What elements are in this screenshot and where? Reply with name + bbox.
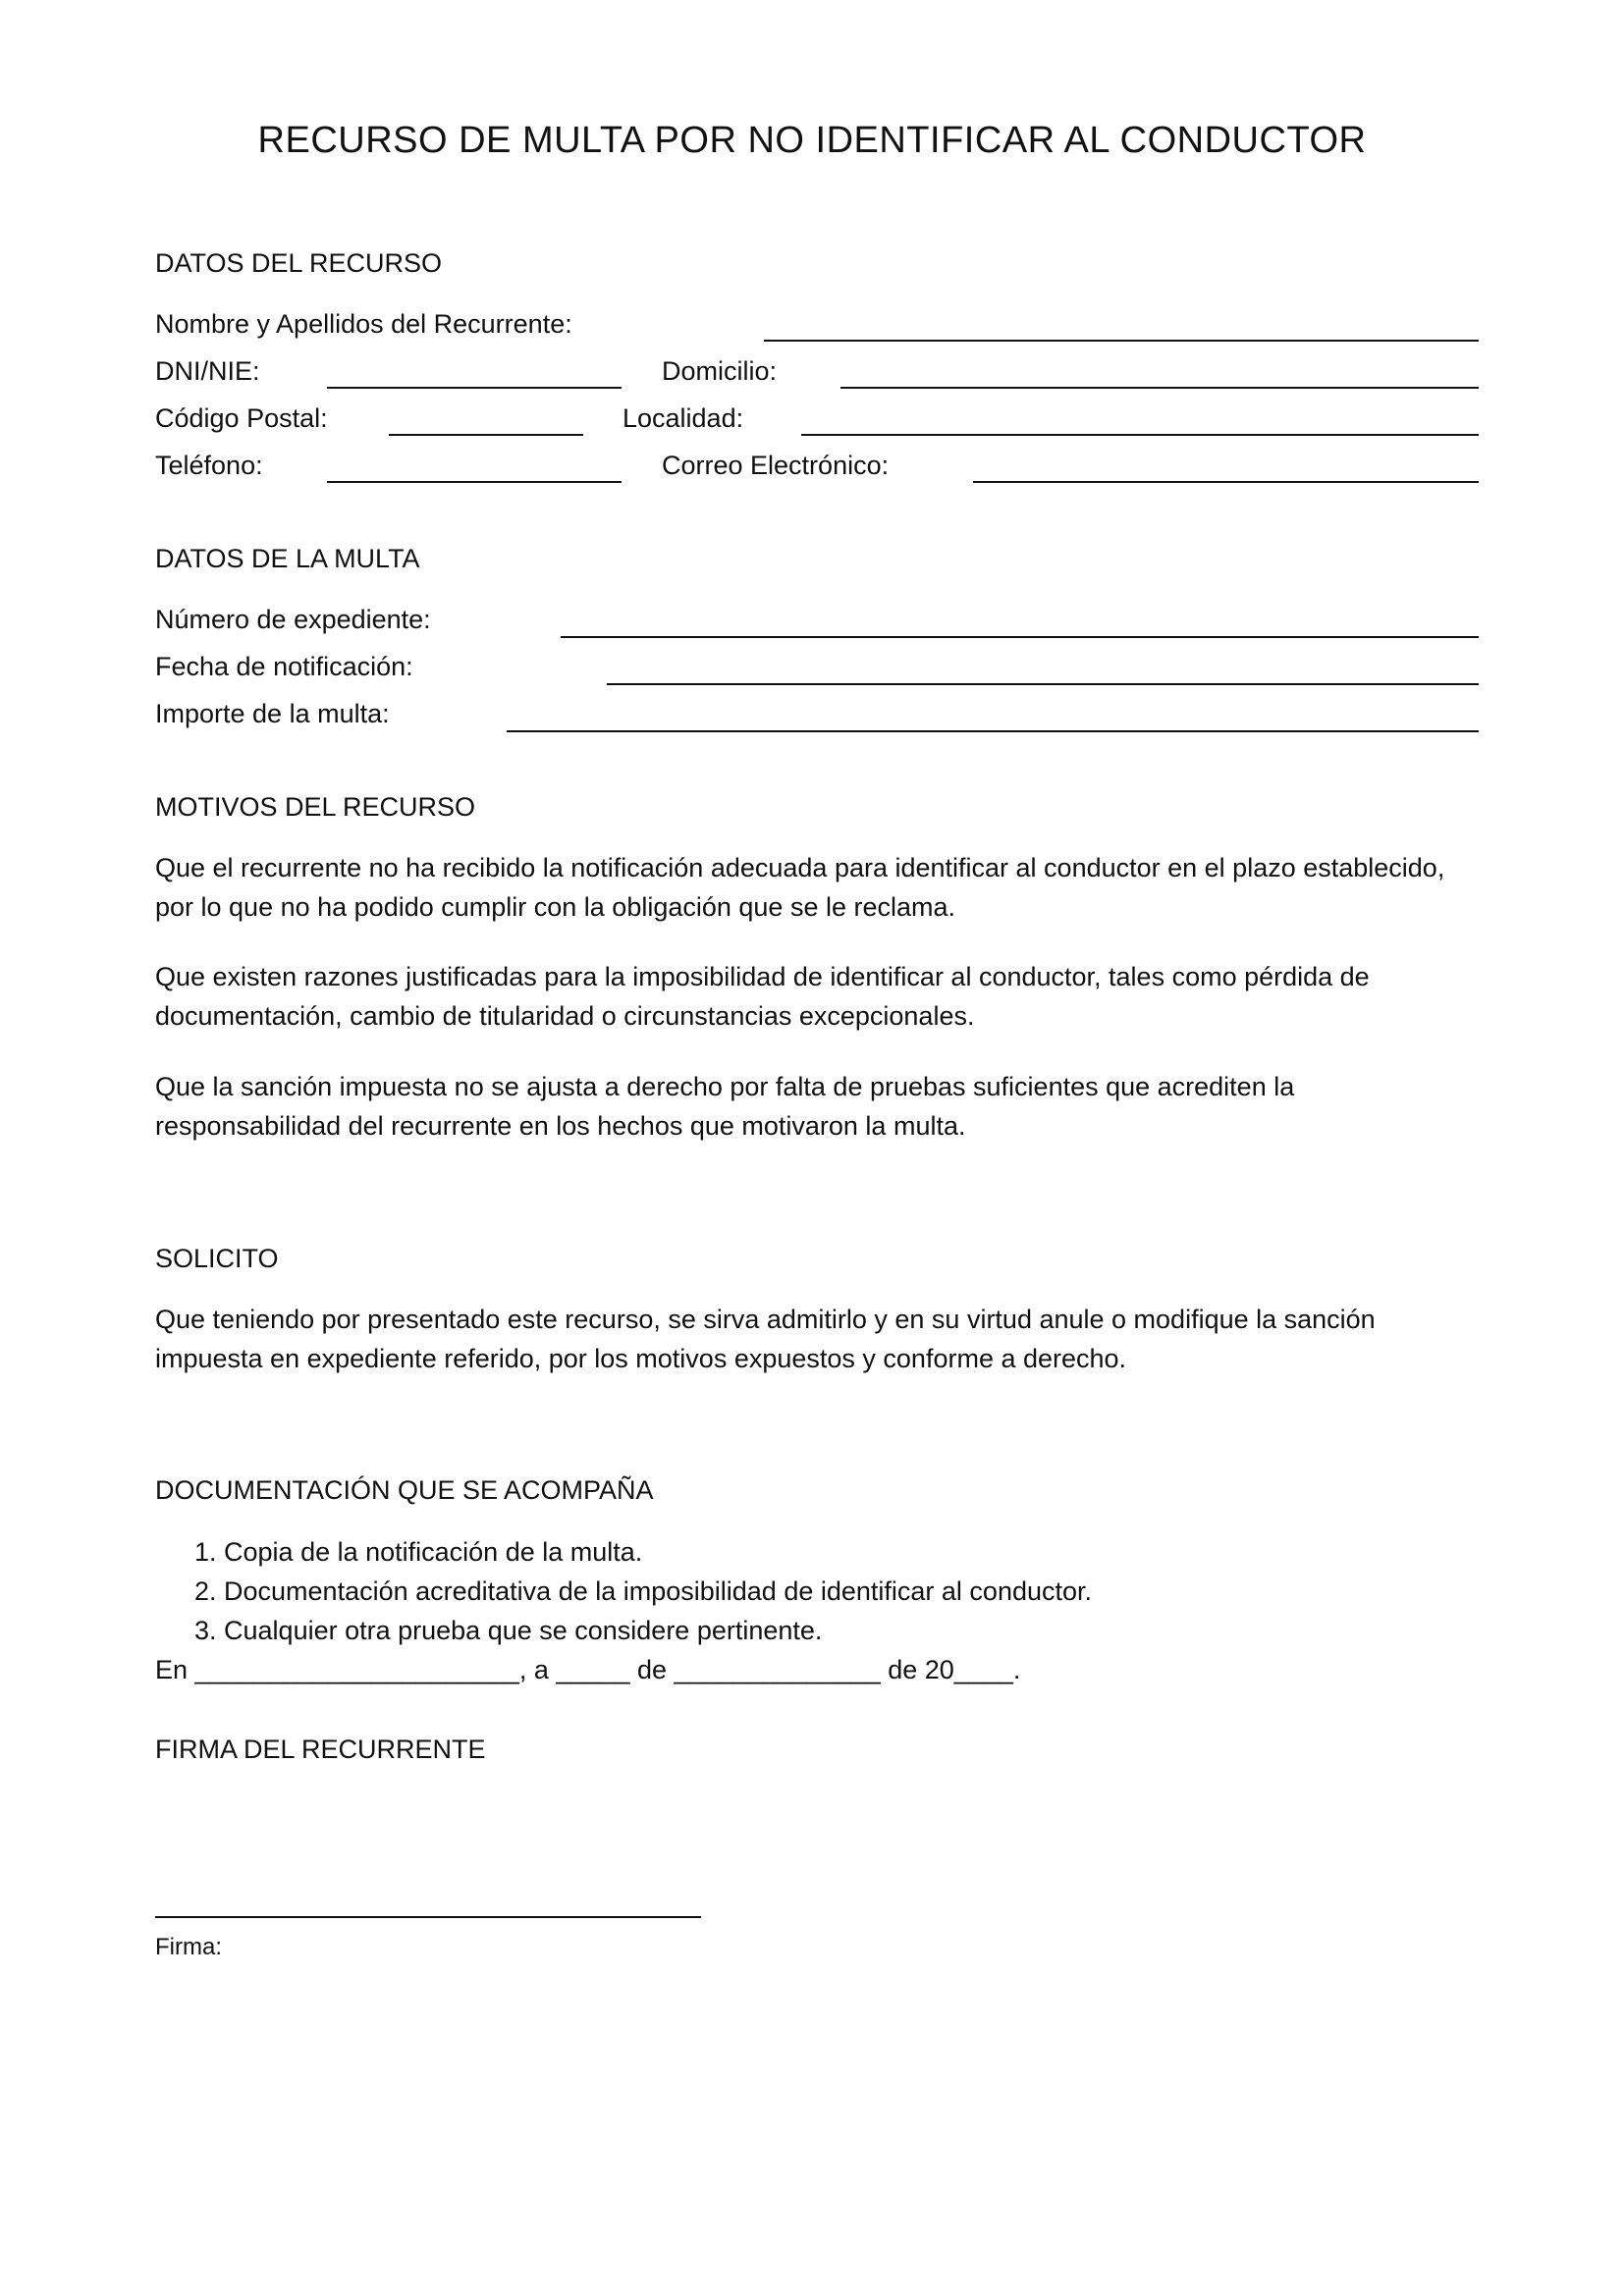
fecha-notificacion-field[interactable] (607, 683, 1479, 685)
list-item: 1. Copia de la notificación de la multa. (194, 1537, 643, 1567)
telefono-field[interactable] (327, 481, 622, 483)
motivo-paragraph: Que el recurrente no ha recibido la notificación adecuada para identificar al conductor en el plazo establecido, por lo que no ha podido cumplir con la obligación que se le reclama. (155, 853, 1445, 922)
document-title: RECURSO DE MULTA POR NO IDENTIFICAR AL CONDUCTOR (257, 120, 1367, 161)
expediente-label: Número de expediente: (155, 605, 431, 634)
firma-label: Firma: (155, 1934, 222, 1960)
section-heading-firma: FIRMA DEL RECURRENTE (155, 1735, 486, 1764)
expediente-field[interactable] (561, 636, 1479, 638)
localidad-field[interactable] (801, 434, 1479, 436)
localidad-label: Localidad: (623, 403, 744, 433)
section-heading-motivos: MOTIVOS DEL RECURSO (155, 792, 476, 822)
solicito-paragraph: Que teniendo por presentado este recurso, se sirva admitirlo y en su virtud anule o modifique la sanción impuesta en expediente referido, por los motivos expuestos y conforme a derecho. (155, 1305, 1376, 1373)
section-heading-datos-multa: DATOS DE LA MULTA (155, 544, 420, 573)
section-heading-solicito: SOLICITO (155, 1244, 279, 1273)
importe-label: Importe de la multa: (155, 699, 390, 728)
correo-label: Correo Electrónico: (662, 451, 890, 480)
domicilio-label: Domicilio: (662, 356, 778, 386)
dni-label: DNI/NIE: (155, 356, 260, 386)
motivo-paragraph: Que existen razones justificadas para la imposibilidad de identificar al conductor, tales como pérdida de documentación, cambio de titularidad o circunstancias excepcionales. (155, 962, 1370, 1031)
nombre-label: Nombre y Apellidos del Recurrente: (155, 309, 572, 339)
correo-field[interactable] (973, 481, 1479, 483)
importe-field[interactable] (507, 730, 1479, 732)
dni-field[interactable] (327, 387, 622, 389)
domicilio-field[interactable] (840, 387, 1479, 389)
nombre-field[interactable] (764, 340, 1479, 342)
list-item: 3. Cualquier otra prueba que se considere pertinente. (194, 1616, 823, 1645)
date-place-line[interactable]: En ______________________, a _____ de ______________ de 20____. (155, 1655, 1021, 1684)
signature-line[interactable] (155, 1916, 701, 1918)
codigo-postal-label: Código Postal: (155, 403, 328, 433)
section-heading-documentacion: DOCUMENTACIÓN QUE SE ACOMPAÑA (155, 1475, 654, 1505)
fecha-notificacion-label: Fecha de notificación: (155, 652, 413, 681)
section-heading-datos-recurso: DATOS DEL RECURSO (155, 248, 443, 278)
list-item: 2. Documentación acreditativa de la imposibilidad de identificar al conductor. (194, 1576, 1093, 1606)
motivo-paragraph: Que la sanción impuesta no se ajusta a derecho por falta de pruebas suficientes que acrediten la responsabilidad del recurrente en los hechos que motivaron la multa. (155, 1072, 1295, 1141)
telefono-label: Teléfono: (155, 451, 263, 480)
codigo-postal-field[interactable] (389, 434, 583, 436)
